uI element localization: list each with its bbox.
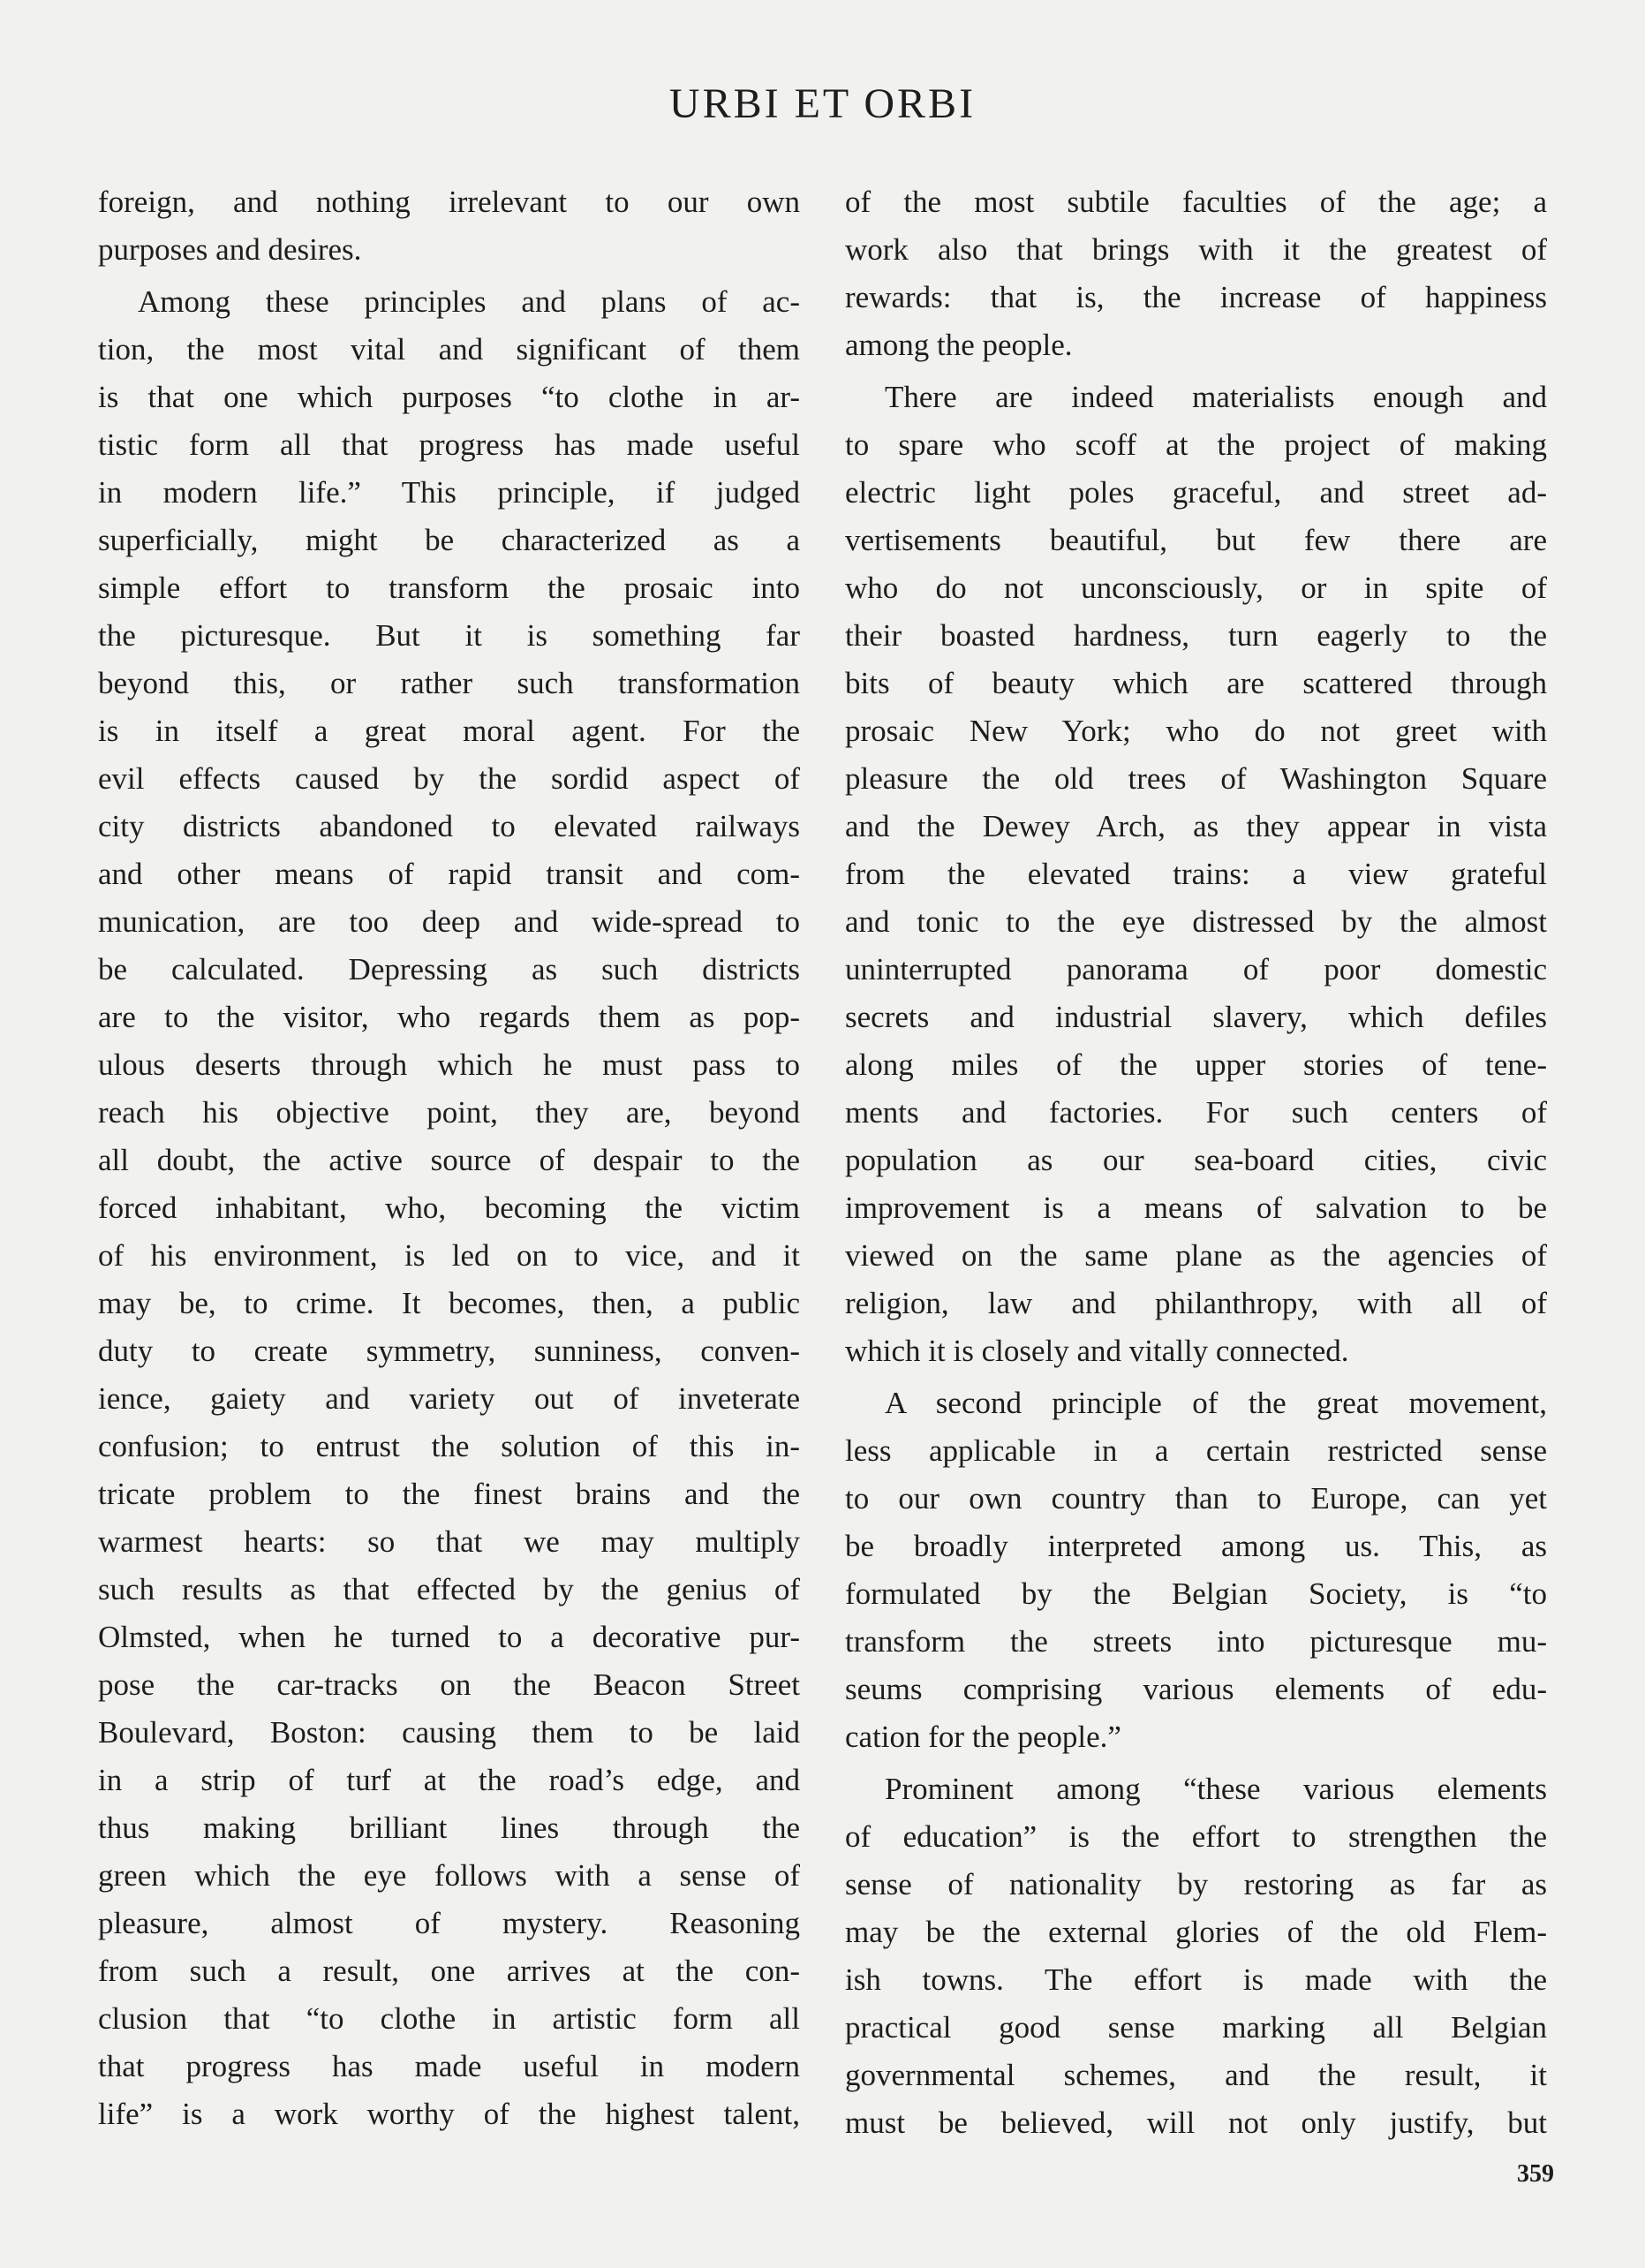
- text-line: is in itself a great moral agent. For the: [98, 714, 800, 748]
- text-line: and the Dewey Arch, as they appear in vista: [845, 809, 1547, 843]
- text-line: pose the car-tracks on the Beacon Street: [98, 1667, 800, 1702]
- text-line: in a strip of turf at the road’s edge, and: [98, 1763, 800, 1797]
- text-line: secrets and industrial slavery, which defiles: [845, 1000, 1547, 1034]
- text-line: ience, gaiety and variety out of inveterate: [98, 1381, 800, 1416]
- text-line: forced inhabitant, who, becoming the victim: [98, 1191, 800, 1225]
- text-line: beyond this, or rather such transformation: [98, 666, 800, 700]
- text-line: transform the streets into picturesque mu-: [845, 1624, 1547, 1659]
- text-line: viewed on the same plane as the agencies of: [845, 1238, 1547, 1273]
- text-line: be broadly interpreted among us. This, as: [845, 1529, 1547, 1563]
- text-line: of his environment, is led on to vice, and it: [98, 1238, 800, 1273]
- text-line: Boulevard, Boston: causing them to be laid: [98, 1715, 800, 1750]
- text-line: population as our sea-board cities, civic: [845, 1143, 1547, 1177]
- text-line: who do not unconsciously, or in spite of: [845, 571, 1547, 605]
- text-line: ish towns. The effort is made with the: [845, 1962, 1547, 1997]
- text-line: less applicable in a certain restricted sense: [845, 1433, 1547, 1468]
- text-line: along miles of the upper stories of tene-: [845, 1047, 1547, 1082]
- text-line: tricate problem to the finest brains and the: [98, 1477, 800, 1511]
- text-line: vertisements beautiful, but few there are: [845, 523, 1547, 557]
- text-line: improvement is a means of salvation to be: [845, 1191, 1547, 1225]
- text-line: all doubt, the active source of despair to the: [98, 1143, 800, 1177]
- text-line: their boasted hardness, turn eagerly to the: [845, 618, 1547, 653]
- text-line: Olmsted, when he turned to a decorative pur-: [98, 1620, 800, 1654]
- text-line: tion, the most vital and significant of them: [98, 332, 800, 367]
- text-line: uninterrupted panorama of poor domestic: [845, 952, 1547, 987]
- text-line: warmest hearts: so that we may multiply: [98, 1524, 800, 1559]
- right-column: [845, 178, 1547, 2147]
- text-line: the picturesque. But it is something far: [98, 618, 800, 653]
- text-line: are to the visitor, who regards them as pop-: [98, 1000, 800, 1034]
- text-line: work also that brings with it the greatest of: [845, 232, 1547, 267]
- text-line: reach his objective point, they are, beyond: [98, 1095, 800, 1130]
- text-line: Prominent among “these various elements: [885, 1772, 1547, 1806]
- text-line: evil effects caused by the sordid aspect of: [98, 761, 800, 796]
- text-line: practical good sense marking all Belgian: [845, 2010, 1547, 2045]
- text-line: cation for the people.”: [845, 1720, 1121, 1754]
- text-line: that progress has made useful in modern: [98, 2049, 800, 2083]
- text-line: to our own country than to Europe, can yet: [845, 1481, 1547, 1516]
- text-line: munication, are too deep and wide-spread to: [98, 904, 800, 939]
- text-line: from such a result, one arrives at the con-: [98, 1954, 800, 1988]
- text-line: ulous deserts through which he must pass to: [98, 1047, 800, 1082]
- text-line: is that one which purposes “to clothe in ar-: [98, 380, 800, 414]
- text-line: clusion that “to clothe in artistic form all: [98, 2001, 800, 2036]
- page-number: 359: [1517, 2160, 1554, 2188]
- text-line: green which the eye follows with a sense of: [98, 1858, 800, 1893]
- text-line: purposes and desires.: [98, 232, 362, 267]
- text-line: prosaic New York; who do not greet with: [845, 714, 1547, 748]
- text-line: from the elevated trains: a view grateful: [845, 857, 1547, 891]
- text-line: in modern life.” This principle, if judged: [98, 475, 800, 510]
- text-line: must be believed, will not only justify, but: [845, 2105, 1547, 2140]
- text-line: ments and factories. For such centers of: [845, 1095, 1547, 1130]
- text-line: tistic form all that progress has made useful: [98, 427, 800, 462]
- text-line: duty to create symmetry, sunniness, conven-: [98, 1334, 800, 1368]
- text-line: governmental schemes, and the result, it: [845, 2058, 1547, 2092]
- text-line: may be, to crime. It becomes, then, a public: [98, 1286, 800, 1320]
- text-line: confusion; to entrust the solution of this in-: [98, 1429, 800, 1463]
- text-line: sense of nationality by restoring as far as: [845, 1867, 1547, 1901]
- text-line: to spare who scoff at the project of making: [845, 427, 1547, 462]
- text-line: and tonic to the eye distressed by the almost: [845, 904, 1547, 939]
- text-line: pleasure, almost of mystery. Reasoning: [98, 1906, 800, 1940]
- text-line: of education” is the effort to strengthen the: [845, 1819, 1547, 1854]
- text-line: There are indeed materialists enough and: [885, 380, 1547, 414]
- text-line: religion, law and philanthropy, with all of: [845, 1286, 1547, 1320]
- text-line: Among these principles and plans of ac-: [138, 284, 800, 319]
- text-line: foreign, and nothing irrelevant to our own: [98, 185, 800, 219]
- text-line: may be the external glories of the old Flem-: [845, 1915, 1547, 1949]
- text-line: formulated by the Belgian Society, is “to: [845, 1576, 1547, 1611]
- text-line: bits of beauty which are scattered through: [845, 666, 1547, 700]
- text-line: be calculated. Depressing as such districts: [98, 952, 800, 987]
- text-line: simple effort to transform the prosaic into: [98, 571, 800, 605]
- text-line: seums comprising various elements of edu-: [845, 1672, 1547, 1706]
- text-line: electric light poles graceful, and street ad-: [845, 475, 1547, 510]
- running-head: URBI ET ORBI: [668, 80, 977, 127]
- text-line: thus making brilliant lines through the: [98, 1811, 800, 1845]
- text-line: pleasure the old trees of Washington Square: [845, 761, 1547, 796]
- text-line: rewards: that is, the increase of happiness: [845, 280, 1547, 314]
- text-line: among the people.: [845, 328, 1073, 362]
- text-line: of the most subtile faculties of the age; a: [845, 185, 1547, 219]
- text-line: life” is a work worthy of the highest talent,: [98, 2097, 800, 2131]
- text-line: city districts abandoned to elevated railways: [98, 809, 800, 843]
- text-line: which it is closely and vitally connected.: [845, 1334, 1349, 1368]
- text-line: A second principle of the great movement,: [885, 1386, 1547, 1420]
- left-column: [98, 178, 800, 2138]
- text-line: superficially, might be characterized as a: [98, 523, 800, 557]
- text-line: such results as that effected by the genius of: [98, 1572, 800, 1606]
- text-line: and other means of rapid transit and com-: [98, 857, 800, 891]
